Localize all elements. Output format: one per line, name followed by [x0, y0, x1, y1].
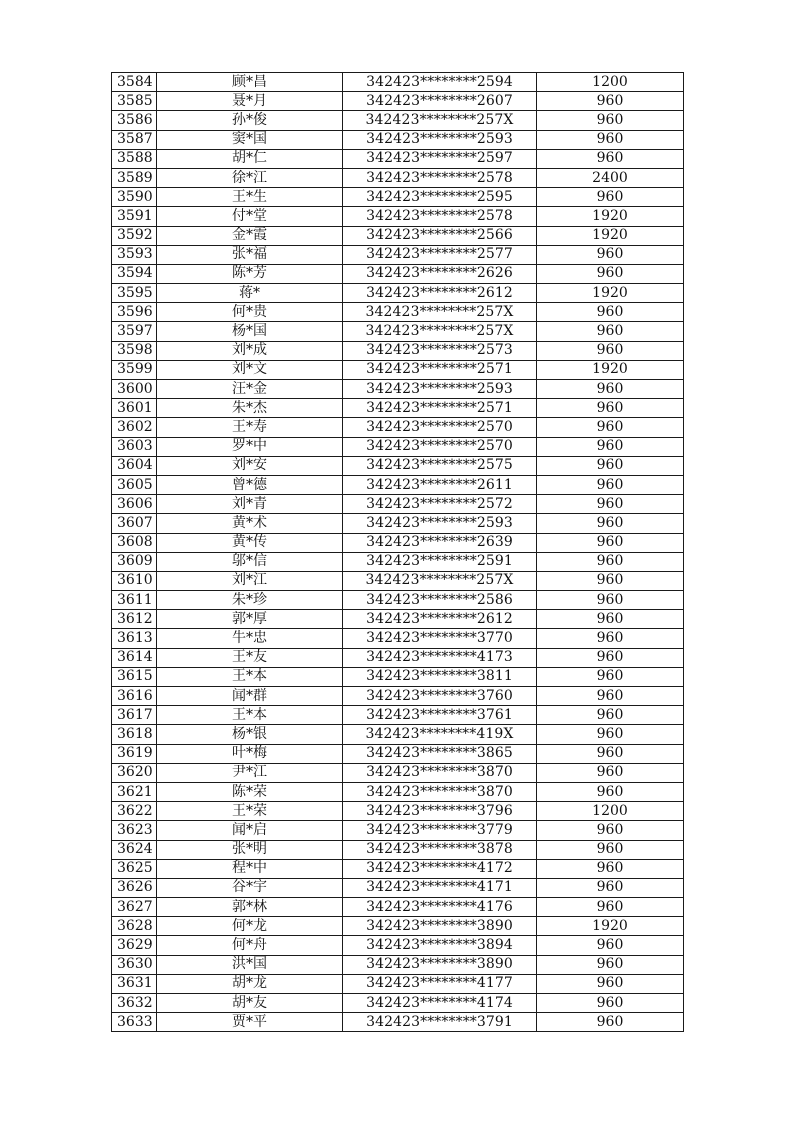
name-cell: 刘*安 — [157, 456, 343, 475]
row-number-cell: 3592 — [112, 226, 157, 245]
name-cell: 牛*忠 — [157, 629, 343, 648]
row-number-cell: 3631 — [112, 974, 157, 993]
table-row — [112, 725, 684, 744]
name-cell: 刘*江 — [157, 571, 343, 590]
name-cell: 徐*江 — [157, 168, 343, 187]
row-number-cell: 3596 — [112, 303, 157, 322]
id-number-cell: 342423********2570 — [343, 437, 537, 456]
amount-cell: 960 — [537, 245, 684, 264]
amount-cell: 960 — [537, 821, 684, 840]
name-cell: 尹*江 — [157, 763, 343, 782]
name-cell: 郭*林 — [157, 898, 343, 917]
id-number-cell: 342423********4174 — [343, 994, 537, 1013]
table-row — [112, 763, 684, 782]
name-cell: 何*舟 — [157, 936, 343, 955]
id-number-cell: 342423********2594 — [343, 73, 537, 92]
name-cell: 朱*杰 — [157, 399, 343, 418]
table-row — [112, 591, 684, 610]
table-row — [112, 571, 684, 590]
row-number-cell: 3605 — [112, 475, 157, 494]
amount-cell: 960 — [537, 149, 684, 168]
amount-cell: 960 — [537, 667, 684, 686]
name-cell: 陈*芳 — [157, 264, 343, 283]
amount-cell: 960 — [537, 571, 684, 590]
name-cell: 王*本 — [157, 706, 343, 725]
row-number-cell: 3624 — [112, 840, 157, 859]
table-row — [112, 840, 684, 859]
id-number-cell: 342423********2575 — [343, 456, 537, 475]
name-cell: 朱*珍 — [157, 591, 343, 610]
name-cell: 王*荣 — [157, 802, 343, 821]
row-number-cell: 3607 — [112, 514, 157, 533]
table-row — [112, 245, 684, 264]
table-row — [112, 456, 684, 475]
amount-cell: 960 — [537, 936, 684, 955]
name-cell: 王*友 — [157, 648, 343, 667]
name-cell: 胡*仁 — [157, 149, 343, 168]
id-number-cell: 342423********2572 — [343, 495, 537, 514]
table-row — [112, 475, 684, 494]
id-number-cell: 342423********4172 — [343, 859, 537, 878]
id-number-cell: 342423********257X — [343, 303, 537, 322]
row-number-cell: 3587 — [112, 130, 157, 149]
table-row — [112, 149, 684, 168]
id-number-cell: 342423********2566 — [343, 226, 537, 245]
id-number-cell: 342423********3770 — [343, 629, 537, 648]
roster-table-body — [112, 73, 684, 1032]
id-number-cell: 342423********3878 — [343, 840, 537, 859]
row-number-cell: 3606 — [112, 495, 157, 514]
id-number-cell: 342423********2591 — [343, 552, 537, 571]
table-row — [112, 994, 684, 1013]
table-row — [112, 974, 684, 993]
name-cell: 张*明 — [157, 840, 343, 859]
amount-cell: 960 — [537, 591, 684, 610]
amount-cell: 960 — [537, 744, 684, 763]
name-cell: 王*本 — [157, 667, 343, 686]
id-number-cell: 342423********257X — [343, 111, 537, 130]
id-number-cell: 342423********3890 — [343, 955, 537, 974]
row-number-cell: 3588 — [112, 149, 157, 168]
name-cell: 杨*国 — [157, 322, 343, 341]
amount-cell: 1200 — [537, 73, 684, 92]
table-row — [112, 380, 684, 399]
amount-cell: 960 — [537, 92, 684, 111]
row-number-cell: 3591 — [112, 207, 157, 226]
name-cell: 聂*月 — [157, 92, 343, 111]
row-number-cell: 3618 — [112, 725, 157, 744]
name-cell: 王*寿 — [157, 418, 343, 437]
row-number-cell: 3594 — [112, 264, 157, 283]
row-number-cell: 3608 — [112, 533, 157, 552]
amount-cell: 960 — [537, 533, 684, 552]
id-number-cell: 342423********2597 — [343, 149, 537, 168]
name-cell: 闻*群 — [157, 687, 343, 706]
table-row — [112, 168, 684, 187]
row-number-cell: 3620 — [112, 763, 157, 782]
table-row — [112, 782, 684, 801]
table-row — [112, 73, 684, 92]
table-row — [112, 610, 684, 629]
id-number-cell: 342423********2586 — [343, 591, 537, 610]
row-number-cell: 3628 — [112, 917, 157, 936]
name-cell: 金*霞 — [157, 226, 343, 245]
id-number-cell: 342423********3894 — [343, 936, 537, 955]
id-number-cell: 342423********3796 — [343, 802, 537, 821]
id-number-cell: 342423********2578 — [343, 207, 537, 226]
table-row — [112, 706, 684, 725]
id-number-cell: 342423********2571 — [343, 360, 537, 379]
name-cell: 罗*中 — [157, 437, 343, 456]
row-number-cell: 3614 — [112, 648, 157, 667]
amount-cell: 960 — [537, 188, 684, 207]
table-row — [112, 667, 684, 686]
row-number-cell: 3616 — [112, 687, 157, 706]
id-number-cell: 342423********2578 — [343, 168, 537, 187]
id-number-cell: 342423********257X — [343, 571, 537, 590]
name-cell: 窦*国 — [157, 130, 343, 149]
amount-cell: 1920 — [537, 360, 684, 379]
table-row — [112, 878, 684, 897]
row-number-cell: 3586 — [112, 111, 157, 130]
amount-cell: 960 — [537, 475, 684, 494]
amount-cell: 960 — [537, 303, 684, 322]
name-cell: 顾*昌 — [157, 73, 343, 92]
id-number-cell: 342423********2607 — [343, 92, 537, 111]
id-number-cell: 342423********419X — [343, 725, 537, 744]
id-number-cell: 342423********2611 — [343, 475, 537, 494]
table-row — [112, 207, 684, 226]
name-cell: 郭*厚 — [157, 610, 343, 629]
amount-cell: 960 — [537, 955, 684, 974]
row-number-cell: 3585 — [112, 92, 157, 111]
amount-cell: 960 — [537, 763, 684, 782]
row-number-cell: 3623 — [112, 821, 157, 840]
table-row — [112, 533, 684, 552]
amount-cell: 960 — [537, 994, 684, 1013]
subsidy-roster-table — [111, 72, 684, 1032]
id-number-cell: 342423********2577 — [343, 245, 537, 264]
amount-cell: 960 — [537, 130, 684, 149]
amount-cell: 960 — [537, 418, 684, 437]
table-row — [112, 130, 684, 149]
amount-cell: 960 — [537, 629, 684, 648]
amount-cell: 960 — [537, 610, 684, 629]
id-number-cell: 342423********2639 — [343, 533, 537, 552]
amount-cell: 960 — [537, 706, 684, 725]
id-number-cell: 342423********2571 — [343, 399, 537, 418]
row-number-cell: 3599 — [112, 360, 157, 379]
row-number-cell: 3622 — [112, 802, 157, 821]
row-number-cell: 3632 — [112, 994, 157, 1013]
name-cell: 胡*友 — [157, 994, 343, 1013]
row-number-cell: 3619 — [112, 744, 157, 763]
name-cell: 蒋* — [157, 284, 343, 303]
id-number-cell: 342423********3779 — [343, 821, 537, 840]
name-cell: 杨*银 — [157, 725, 343, 744]
table-row — [112, 111, 684, 130]
table-row — [112, 898, 684, 917]
id-number-cell: 342423********2593 — [343, 380, 537, 399]
row-number-cell: 3621 — [112, 782, 157, 801]
amount-cell: 960 — [537, 495, 684, 514]
amount-cell: 2400 — [537, 168, 684, 187]
name-cell: 王*生 — [157, 188, 343, 207]
id-number-cell: 342423********4171 — [343, 878, 537, 897]
id-number-cell: 342423********257X — [343, 322, 537, 341]
id-number-cell: 342423********4176 — [343, 898, 537, 917]
id-number-cell: 342423********3760 — [343, 687, 537, 706]
name-cell: 程*中 — [157, 859, 343, 878]
name-cell: 汪*金 — [157, 380, 343, 399]
table-row — [112, 552, 684, 571]
amount-cell: 960 — [537, 878, 684, 897]
row-number-cell: 3603 — [112, 437, 157, 456]
row-number-cell: 3609 — [112, 552, 157, 571]
amount-cell: 960 — [537, 111, 684, 130]
row-number-cell: 3589 — [112, 168, 157, 187]
amount-cell: 960 — [537, 687, 684, 706]
id-number-cell: 342423********3870 — [343, 782, 537, 801]
table-row — [112, 802, 684, 821]
row-number-cell: 3602 — [112, 418, 157, 437]
row-number-cell: 3625 — [112, 859, 157, 878]
row-number-cell: 3626 — [112, 878, 157, 897]
name-cell: 胡*龙 — [157, 974, 343, 993]
amount-cell: 960 — [537, 1013, 684, 1032]
amount-cell: 960 — [537, 552, 684, 571]
table-row — [112, 936, 684, 955]
table-row — [112, 360, 684, 379]
id-number-cell: 342423********2595 — [343, 188, 537, 207]
row-number-cell: 3617 — [112, 706, 157, 725]
id-number-cell: 342423********3761 — [343, 706, 537, 725]
table-row — [112, 92, 684, 111]
id-number-cell: 342423********2612 — [343, 284, 537, 303]
table-row — [112, 514, 684, 533]
row-number-cell: 3598 — [112, 341, 157, 360]
table-row — [112, 322, 684, 341]
amount-cell: 960 — [537, 840, 684, 859]
table-row — [112, 188, 684, 207]
name-cell: 叶*梅 — [157, 744, 343, 763]
row-number-cell: 3590 — [112, 188, 157, 207]
name-cell: 曾*德 — [157, 475, 343, 494]
id-number-cell: 342423********2626 — [343, 264, 537, 283]
id-number-cell: 342423********3870 — [343, 763, 537, 782]
table-row — [112, 1013, 684, 1032]
row-number-cell: 3597 — [112, 322, 157, 341]
amount-cell: 1920 — [537, 917, 684, 936]
table-row — [112, 284, 684, 303]
table-row — [112, 744, 684, 763]
row-number-cell: 3612 — [112, 610, 157, 629]
name-cell: 陈*荣 — [157, 782, 343, 801]
id-number-cell: 342423********3811 — [343, 667, 537, 686]
name-cell: 何*贵 — [157, 303, 343, 322]
amount-cell: 1920 — [537, 226, 684, 245]
row-number-cell: 3627 — [112, 898, 157, 917]
amount-cell: 1920 — [537, 284, 684, 303]
name-cell: 贾*平 — [157, 1013, 343, 1032]
id-number-cell: 342423********3890 — [343, 917, 537, 936]
id-number-cell: 342423********4177 — [343, 974, 537, 993]
id-number-cell: 342423********2593 — [343, 130, 537, 149]
id-number-cell: 342423********3865 — [343, 744, 537, 763]
amount-cell: 960 — [537, 322, 684, 341]
row-number-cell: 3629 — [112, 936, 157, 955]
amount-cell: 960 — [537, 859, 684, 878]
name-cell: 黄*术 — [157, 514, 343, 533]
name-cell: 黄*传 — [157, 533, 343, 552]
row-number-cell: 3604 — [112, 456, 157, 475]
id-number-cell: 342423********4173 — [343, 648, 537, 667]
name-cell: 刘*文 — [157, 360, 343, 379]
table-row — [112, 399, 684, 418]
table-row — [112, 687, 684, 706]
id-number-cell: 342423********2593 — [343, 514, 537, 533]
table-row — [112, 495, 684, 514]
name-cell: 谷*宇 — [157, 878, 343, 897]
table-row — [112, 648, 684, 667]
name-cell: 张*福 — [157, 245, 343, 264]
row-number-cell: 3593 — [112, 245, 157, 264]
table-row — [112, 264, 684, 283]
row-number-cell: 3633 — [112, 1013, 157, 1032]
amount-cell: 960 — [537, 264, 684, 283]
name-cell: 何*龙 — [157, 917, 343, 936]
row-number-cell: 3610 — [112, 571, 157, 590]
name-cell: 孙*俊 — [157, 111, 343, 130]
row-number-cell: 3584 — [112, 73, 157, 92]
table-row — [112, 955, 684, 974]
name-cell: 邬*信 — [157, 552, 343, 571]
table-row — [112, 303, 684, 322]
amount-cell: 960 — [537, 782, 684, 801]
name-cell: 洪*国 — [157, 955, 343, 974]
name-cell: 付*堂 — [157, 207, 343, 226]
id-number-cell: 342423********3791 — [343, 1013, 537, 1032]
amount-cell: 960 — [537, 341, 684, 360]
amount-cell: 960 — [537, 456, 684, 475]
table-row — [112, 821, 684, 840]
id-number-cell: 342423********2612 — [343, 610, 537, 629]
id-number-cell: 342423********2570 — [343, 418, 537, 437]
name-cell: 闻*启 — [157, 821, 343, 840]
row-number-cell: 3615 — [112, 667, 157, 686]
amount-cell: 960 — [537, 399, 684, 418]
amount-cell: 1920 — [537, 207, 684, 226]
row-number-cell: 3611 — [112, 591, 157, 610]
table-row — [112, 917, 684, 936]
row-number-cell: 3630 — [112, 955, 157, 974]
table-row — [112, 437, 684, 456]
amount-cell: 960 — [537, 725, 684, 744]
row-number-cell: 3613 — [112, 629, 157, 648]
name-cell: 刘*成 — [157, 341, 343, 360]
table-row — [112, 226, 684, 245]
row-number-cell: 3600 — [112, 380, 157, 399]
amount-cell: 1200 — [537, 802, 684, 821]
row-number-cell: 3601 — [112, 399, 157, 418]
table-row — [112, 341, 684, 360]
id-number-cell: 342423********2573 — [343, 341, 537, 360]
amount-cell: 960 — [537, 898, 684, 917]
table-row — [112, 629, 684, 648]
amount-cell: 960 — [537, 514, 684, 533]
row-number-cell: 3595 — [112, 284, 157, 303]
amount-cell: 960 — [537, 437, 684, 456]
amount-cell: 960 — [537, 974, 684, 993]
table-row — [112, 418, 684, 437]
amount-cell: 960 — [537, 648, 684, 667]
amount-cell: 960 — [537, 380, 684, 399]
table-row — [112, 859, 684, 878]
name-cell: 刘*青 — [157, 495, 343, 514]
